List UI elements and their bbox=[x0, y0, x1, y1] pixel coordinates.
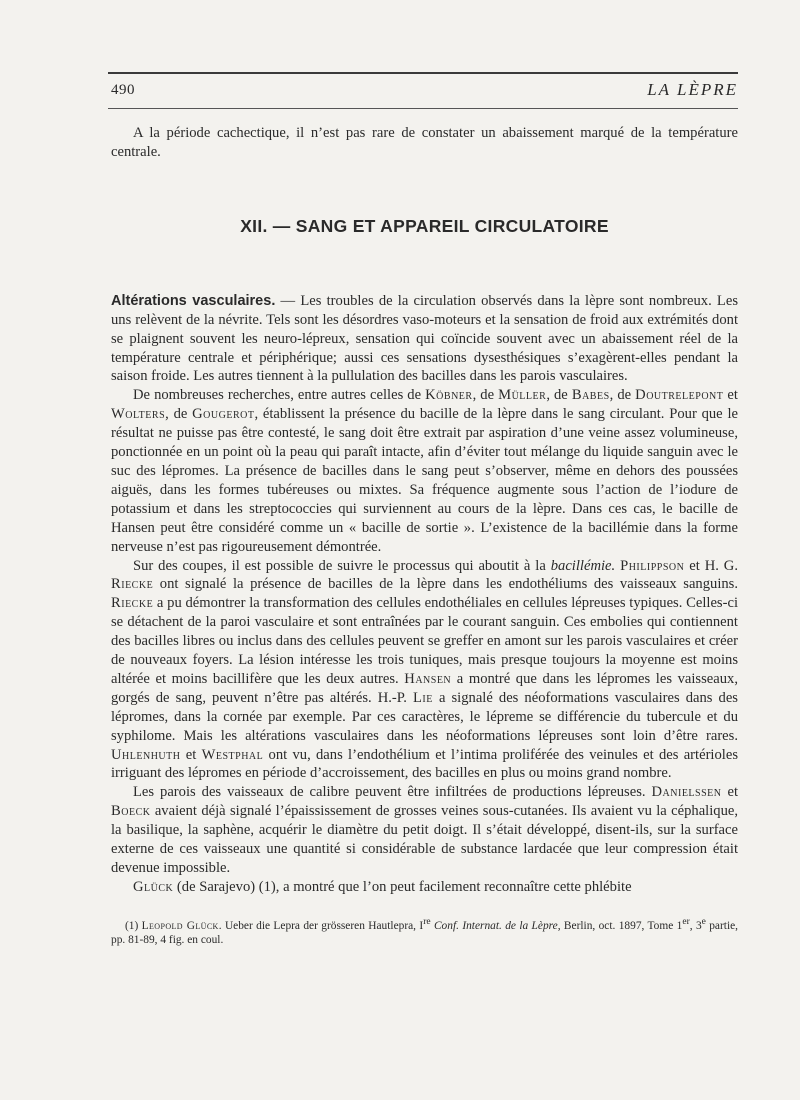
text-run: a pu démontrer la transformation des cellules endothéliales en cellules lépreuses typiques. Celles-ci se détachent de la paroi vasculaire et sont entraînées par le courant sanguin. Ces embolies qui contiennent des bacilles libres ou inclus dans des cellules peuvent se greffer en amont sur les parois vasculaires et créer de nouveaux foyers. La lésion intéresse les trois tuniques, mais presque toujours la moyenne est moins altérée et moins bacillifère que les deux autres. bbox=[111, 595, 738, 687]
author-name: Müller bbox=[498, 387, 547, 404]
text-run: (de Sarajevo) (1), a montré que l’on peut facilement reconnaître cette phlébite bbox=[173, 878, 632, 895]
superscript: er bbox=[682, 916, 690, 927]
text-run: ont signalé la présence de bacilles de la lèpre dans les endothéliums des vaisseaux sanguins. bbox=[153, 576, 738, 593]
text-run: , de bbox=[472, 387, 499, 404]
text-run: partie, pp. 81-89, 4 fig. en coul. bbox=[111, 919, 739, 947]
page-body bbox=[111, 124, 738, 948]
author-name: Westphal bbox=[201, 746, 264, 763]
author-name: Riecke bbox=[111, 595, 154, 612]
paragraph-bacillemia-sections bbox=[111, 557, 738, 784]
emphasis-title: Conf. Internat. de la Lèpre, bbox=[433, 919, 561, 932]
author-name: Boeck bbox=[111, 803, 151, 820]
emphasis-term: bacillémie. bbox=[550, 557, 616, 574]
footnote-block bbox=[111, 915, 738, 948]
text-run: avaient déjà signalé l’épaississement de grosses veines sous-cutanées. Ils avaient vu la céphalique, la basilique, la saphène, acquérir le diamètre du petit doigt. Il s’était développé, disent-ils, sur la surface externe de ces vaisseaux une quantité si considérable de substance lardacée que leur compression était devenue impossible. bbox=[111, 803, 738, 876]
text-run: Sur des coupes, il est possible de suivre le processus qui aboutit à la bbox=[133, 557, 551, 574]
footnote bbox=[111, 915, 738, 948]
author-name: Gougerot bbox=[192, 406, 255, 423]
intro-paragraph: A la période cachectique, il n’est pas rare de constater un abaissement marqué de la température centrale. bbox=[111, 125, 738, 160]
text-run: , de bbox=[165, 406, 193, 423]
running-title: LA LÈPRE bbox=[647, 80, 738, 99]
text-run: a signalé des néoformations vasculaires dans des lépromes, dans la cornée par exemple. Par ces caractères, le lépreme se différencie du tubercule et du syphilome. Mais les altérations vasculaires dans les néoformations lépreuses sont loin d’être rares. bbox=[111, 689, 738, 744]
text-run: , de bbox=[609, 387, 636, 404]
text-run: , établissent la présence du bacille de la lèpre dans le sang circulant. Pour que le résultat ne puisse pas être contesté, le sang doit être extrait par aspiration d’une veine assez volumineuse, ponctionnée en un point où la peau qui paraît intacte, afin d’éviter tout mélange du liquide sanguin avec le suc des lépromes. La présence de bacilles dans le sang peut s’observer, même en dehors des poussées aiguës, dans les formes tubéreuses ou mixtes. Sa fréquence augmente sous l’action de l’iodure de potassium et dans les streptococcies qui surviennent au cours de la lèpre. Dans ces cas, le bacille de Hansen peut être considéré comme un « bacille de sortie ». L’existence de la bacillémie dans la forme nerveuse n’est pas rigoureusement démontrée. bbox=[111, 406, 738, 555]
text-run: . Ueber die Lepra der grösseren Hautlepra, I bbox=[218, 919, 424, 932]
text-run: ont vu, dans l’endothélium et l’intima proliférée des veinules et des artérioles irriguant des lépromes en période d’accroissement, des bacilles en plus ou moins grand nombre. bbox=[111, 746, 738, 782]
paragraph-gluck bbox=[111, 878, 738, 897]
header-rule bbox=[108, 108, 738, 109]
author-name: Leopold Glück bbox=[141, 919, 219, 932]
author-name: Köbner bbox=[425, 387, 473, 404]
text-run: , 3 bbox=[689, 919, 702, 932]
author-name: Danielssen bbox=[651, 784, 722, 801]
text-run: De nombreuses recherches, entre autres celles de bbox=[133, 387, 426, 404]
author-name: Glück bbox=[133, 878, 174, 895]
heading-dash: — bbox=[275, 292, 301, 309]
paragraph-vessel-walls bbox=[111, 783, 738, 878]
text-run: et bbox=[723, 387, 738, 404]
paragraph-blood-bacilli bbox=[111, 386, 738, 556]
author-name: Uhlenhuth bbox=[111, 746, 181, 763]
text-run: Berlin, oct. 1897, Tome 1 bbox=[560, 919, 683, 932]
author-name: Philippson bbox=[620, 557, 685, 574]
author-name: Doutrelepont bbox=[635, 387, 724, 404]
author-name: Hansen bbox=[404, 670, 452, 687]
author-name: Lie bbox=[413, 689, 433, 706]
superscript: e bbox=[701, 916, 706, 927]
text-run: , de bbox=[546, 387, 572, 404]
author-name: Riecke bbox=[111, 576, 154, 593]
text-run: et H. G. bbox=[684, 557, 738, 574]
text-run: Les parois des vaisseaux de calibre peuvent être infiltrées de productions lépreuses. bbox=[133, 784, 652, 801]
subsection-heading: Altérations vasculaires. bbox=[111, 292, 276, 309]
superscript: re bbox=[423, 916, 431, 927]
author-name: Babes bbox=[571, 387, 610, 404]
footnote-marker: (1) bbox=[125, 919, 142, 932]
section-heading: XII. — SANG ET APPAREIL CIRCULATOIRE bbox=[240, 215, 609, 236]
paragraph-vascular-alterations bbox=[111, 292, 738, 387]
text-run: et bbox=[180, 746, 202, 763]
author-name: Wolters bbox=[111, 406, 166, 423]
paragraph-text: Les troubles de la circulation observés dans la lèpre sont nombreux. Les uns relèvent de la névrite. Tels sont les désordres vaso-moteurs et la sensation de froid aux extrémités dont se plaignent souvent les neuro-lépreux, sensation qui coïncide souvent avec un abaissement réel de la température centrale et périphérique; aussi ces sensations dysesthésiques s’exagèrent-elles pendant la saison froide. Les autres tiennent à la pullulation des bacilles dans les parois vasculaires. bbox=[111, 292, 738, 385]
text-run: et bbox=[721, 784, 738, 801]
text-run: a montré que dans les lépromes les vaisseaux, gorgés de sang, peuvent n’être pas altérés. H.-P. bbox=[111, 670, 738, 706]
top-rule bbox=[108, 72, 738, 74]
page-number: 490 bbox=[111, 82, 135, 98]
